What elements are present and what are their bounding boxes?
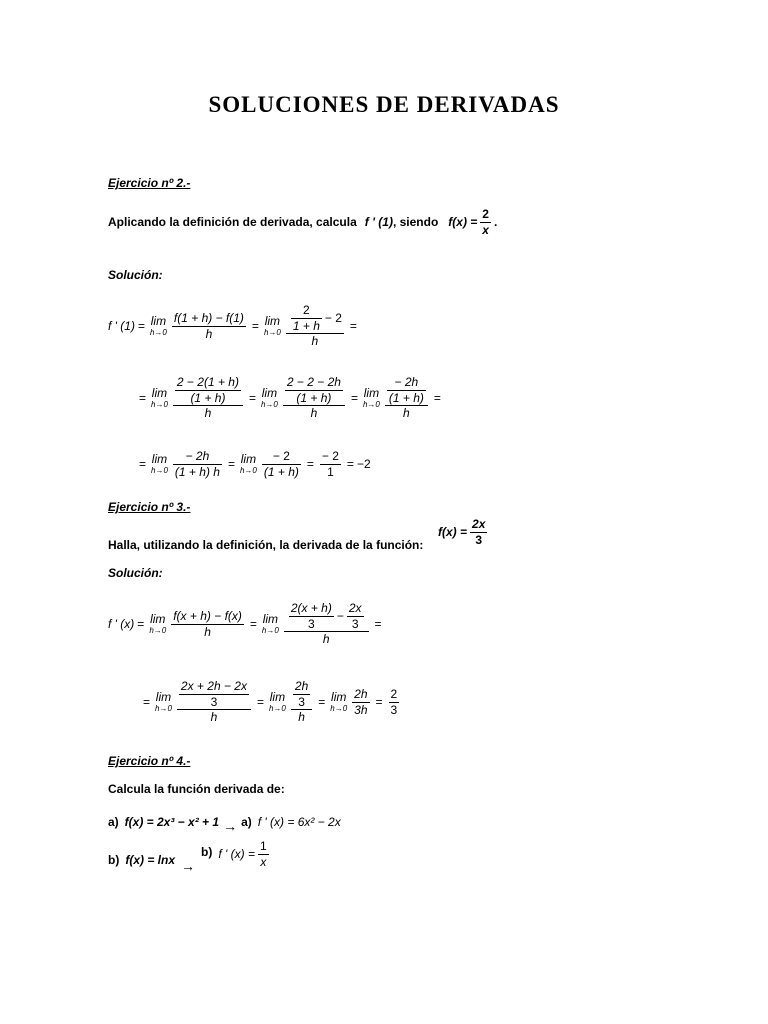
limit: lim h→0 [149,314,167,337]
ex2-result: −2 [356,457,371,471]
limit: lim h→0 [151,386,168,409]
item-b-label: b) [108,853,120,867]
ex2-derivation-line-1: f ' (1) = lim h→0 $\frac{f(1 + h) - f(1)}{h}$ = lim h→0 $\frac{2}{1 + h}$ − 2 h = [108,303,357,349]
equals-sign: = [137,319,145,333]
compound-fraction: $\frac{\frac{2 - 2 - 2h}{(1 + h)}}{h}$ [283,375,345,420]
ex3-derivation-line-1: f ' (x) = lim h→0 $\frac{f(x + h) - f(x)}{h}$ = lim h→0 $\frac{2(x + h)}{3}$ − $\frac{2x}{3}$ h = [108,601,382,647]
fraction-numerator: 2 [482,207,489,222]
item-b-result: f ' (x) = [218,847,255,861]
arrow-icon: → [223,818,238,834]
exercise-3-heading: Ejercicio nº 3.- [108,500,191,514]
lhs: f ' (x) [108,617,135,631]
exercise-3-solution-label: Solución: [108,566,163,580]
fraction-denominator: x [482,222,489,237]
f-of-x: f(x) = [448,215,478,229]
exercise-3-statement: Halla, utilizando la definición, la derivada de la función: [108,538,424,552]
exercise-4-item-a [108,812,341,832]
limit: lim h→0 [263,314,281,337]
item-b-function: f(x) = lnx [125,853,176,867]
statement-text: Aplicando la definición de derivada, calcula [108,215,357,229]
exercise-2-statement: Aplicando la definición de derivada, calcula f ' (1) , siendo f(x) = $\frac{2}{x}$ . [108,207,498,237]
compound-fraction: $\frac{\frac{2 - 2(1 + h)}{(1 + h)}}{h}$ [173,375,243,420]
compound-fraction: $\frac{2}{1 + h}$ − 2 h [286,303,344,348]
item-a-result: f ' (x) = 6x² − 2x [257,815,341,829]
item-a-result-label: a) [241,815,252,829]
difference-quotient: $\frac{f(1 + h) - f(1)}{h}$ [173,311,244,341]
item-b-result-label: b) [201,845,213,859]
lhs: f ' (1) [108,319,135,333]
item-a-label: a) [108,815,119,829]
compound-fraction: $\frac{2(x + h)}{3}$ − $\frac{2x}{3}$ h [284,601,369,646]
page-title: SOLUCIONES DE DERIVADAS [208,92,560,117]
exercise-2-heading: Ejercicio nº 2.- [108,176,191,190]
ex2-derivation-line-3: = lim h→0 $\frac{- 2h}{(1 + h) h}$ = lim h→0 $\frac{- 2}{(1 + h)}$ = $\frac{- 2}{1}$ = −2 [139,449,371,479]
exercise-4-statement: Calcula la función derivada de: [108,782,285,796]
exercise-3-function: f(x) = $\frac{2x}{3}$ [438,517,486,547]
f-prime-1: f ' (1) [364,215,393,229]
exercise-4-heading: Ejercicio nº 4.- [108,754,191,768]
arrow-icon: → [181,858,196,874]
ex3-derivation-line-2: = lim h→0 $\frac{\frac{2x + 2h - 2x}{3}}{h}$ = lim h→0 $\frac{\frac{2h}{3}}{h}$ = lim h→0 $\frac{2h}{3h}$ = $\frac{2}{3}$ [143,679,398,725]
exercise-4-item-b: b) f(x) = lnx → b) f ' (x) = $\frac{1}{x}$ [108,839,267,874]
ex3-result: $\frac{2}{3}$ [390,687,398,717]
f-of-x: f(x) = [438,525,468,539]
function-fraction [480,207,491,237]
exercise-2-solution-label: Solución: [108,268,163,282]
ex2-derivation-line-2: = lim h→0 $\frac{\frac{2 - 2(1 + h)}{(1 + h)}}{h}$ = lim h→0 $\frac{\frac{2 - 2 - 2h}{(1 + h)}}{h}$ = lim h→0 $\frac{\frac{- 2h}{(1 + h)}}{h}$ = [139,375,441,421]
item-a-function: f(x) = 2x³ − x² + 1 [124,815,220,829]
statement-text-mid: , siendo [392,215,439,229]
compound-fraction: $\frac{\frac{- 2h}{(1 + h)}}{h}$ [385,375,428,420]
